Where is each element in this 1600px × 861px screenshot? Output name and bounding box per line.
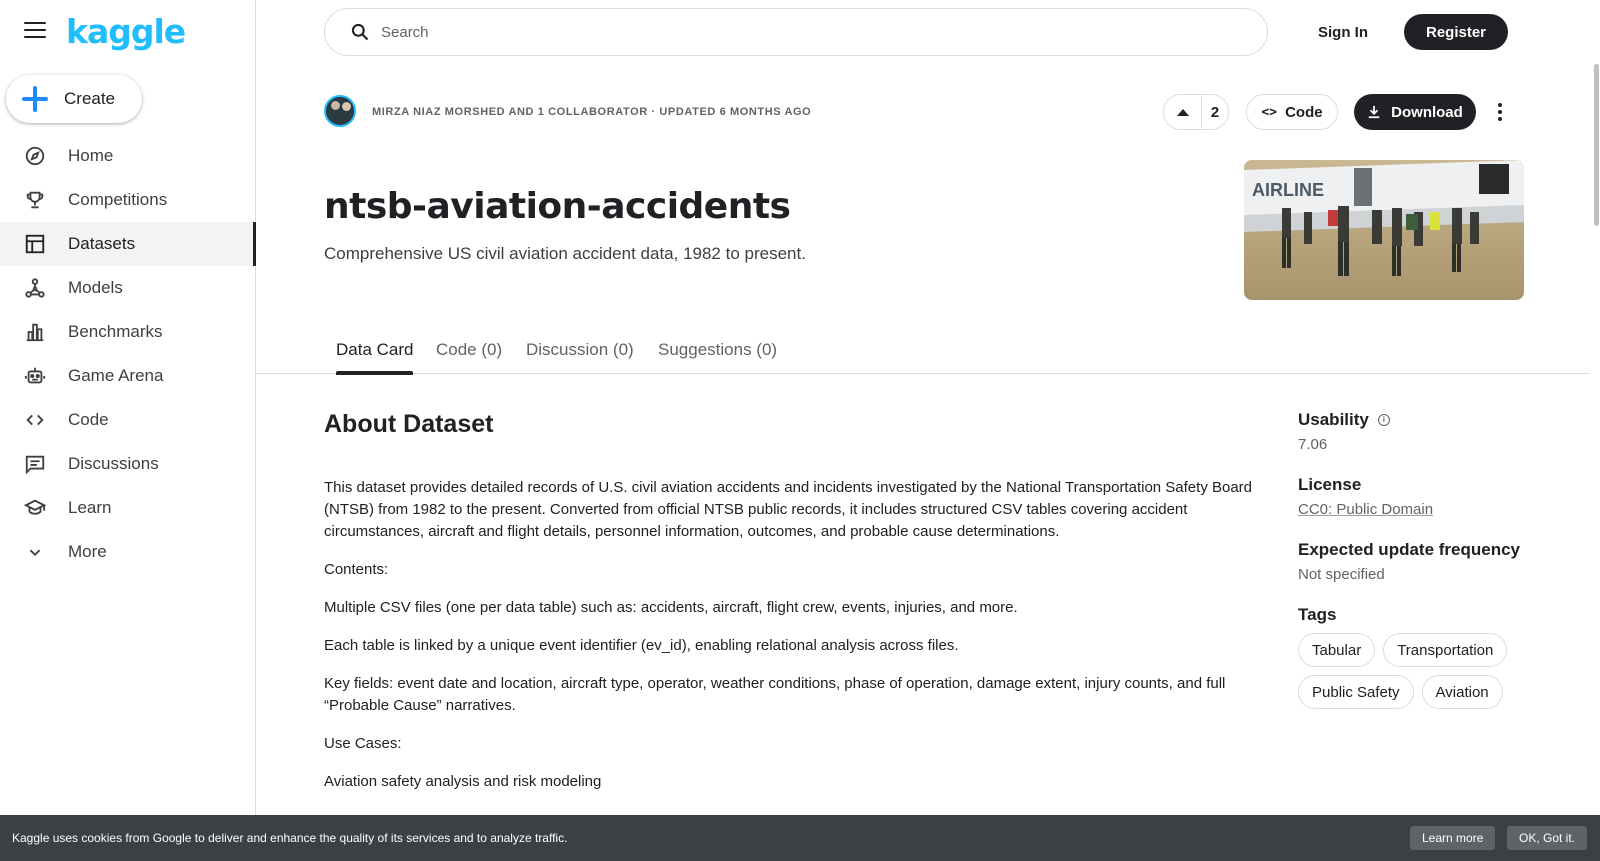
tag-chip[interactable]: Transportation <box>1383 633 1507 667</box>
dataset-tabs <box>256 334 1590 374</box>
register-button[interactable]: Register <box>1404 14 1508 50</box>
about-heading: About Dataset <box>324 410 494 438</box>
models-icon <box>24 277 46 299</box>
compass-icon <box>24 145 46 167</box>
sidebar-item-label: More <box>68 542 107 561</box>
sidebar-item-competitions[interactable] <box>0 178 256 222</box>
sidebar-item-label: Code <box>68 410 109 429</box>
sidebar-item-label: Game Arena <box>68 366 164 385</box>
cookie-message: Kaggle uses cookies from Google to deliver and enhance the quality of its services and to analyze traffic. <box>12 831 568 845</box>
tab-discussion[interactable]: Discussion (0) <box>526 340 634 359</box>
sidebar-nav <box>0 134 256 574</box>
about-paragraph: Key fields: event date and location, aircraft type, operator, weather conditions, phase of operation, damage extent, injury counts, and full “Probable Cause” narratives. <box>324 675 1226 714</box>
graduation-cap-icon <box>24 497 46 519</box>
code-icon <box>24 409 46 431</box>
page-title: ntsb-aviation-accidents <box>324 186 791 227</box>
about-paragraph: Use Cases: <box>324 735 402 752</box>
sidebar-item-label: Learn <box>68 498 112 517</box>
upvote-button[interactable] <box>1164 95 1202 129</box>
license-link[interactable]: CC0: Public Domain <box>1298 501 1434 518</box>
sidebar-item-more[interactable] <box>0 530 256 574</box>
dataset-metadata <box>1298 410 1538 709</box>
usability-value: 7.06 <box>1298 436 1328 453</box>
dataset-cover-image <box>1244 160 1524 300</box>
sidebar-item-discussions[interactable] <box>0 442 256 486</box>
about-body <box>324 477 1254 809</box>
search-input[interactable] <box>381 24 1181 41</box>
sidebar-item-label: Discussions <box>68 454 159 473</box>
tab-code[interactable]: Code (0) <box>436 340 503 359</box>
code-button-label: Code <box>1285 103 1323 121</box>
sidebar-item-code[interactable] <box>0 398 256 442</box>
code-icon: <> <box>1261 104 1278 120</box>
about-paragraph: Aviation safety analysis and risk modeling <box>324 773 602 790</box>
upvote-count: 2 <box>1210 103 1220 121</box>
frequency-value: Not specified <box>1298 566 1385 583</box>
tag-chip[interactable]: Aviation <box>1422 675 1503 709</box>
download-icon <box>1367 105 1381 119</box>
trophy-icon <box>24 189 46 211</box>
frequency-label: Expected update frequency <box>1298 540 1521 559</box>
table-icon <box>24 233 46 255</box>
tag-list <box>1298 633 1528 709</box>
create-label: Create <box>64 89 116 108</box>
tags-label: Tags <box>1298 605 1337 624</box>
chevron-down-icon <box>24 541 46 563</box>
sidebar <box>0 0 256 861</box>
sidebar-item-home[interactable] <box>0 134 256 178</box>
tab-suggestions[interactable]: Suggestions (0) <box>658 340 778 359</box>
sidebar-item-benchmarks[interactable] <box>0 310 256 354</box>
about-paragraph: Multiple CSV files (one per data table) such as: accidents, aircraft, flight crew, events, injuries, and more. <box>324 599 1018 616</box>
ok-got-it-button[interactable]: OK, Got it. <box>1507 826 1587 850</box>
upvote-control <box>1163 94 1229 130</box>
sign-in-button[interactable]: Sign In <box>1318 23 1368 41</box>
license-label: License <box>1298 475 1362 494</box>
sidebar-item-label: Datasets <box>68 234 136 253</box>
hero-lettering: AIRLINE <box>1252 180 1324 200</box>
about-paragraph: Each table is linked by a unique event identifier (ev_id), enabling relational analysis across files. <box>324 637 959 654</box>
tag-chip[interactable]: Tabular <box>1298 633 1375 667</box>
sidebar-item-label: Models <box>68 278 123 297</box>
page-subtitle: Comprehensive US civil aviation accident data, 1982 to present. <box>324 244 806 263</box>
sidebar-item-label: Competitions <box>68 190 168 209</box>
about-paragraph: Contents: <box>324 561 389 578</box>
kaggle-logo[interactable]: kaggle <box>66 12 186 51</box>
search-bar[interactable] <box>324 8 1268 56</box>
create-button[interactable] <box>6 75 142 123</box>
plus-icon <box>22 86 48 112</box>
info-icon[interactable]: i <box>1378 414 1390 426</box>
menu-icon[interactable] <box>24 22 46 40</box>
code-button[interactable] <box>1246 94 1338 130</box>
tag-chip[interactable]: Public Safety <box>1298 675 1414 709</box>
owner-line: MIRZA NIAZ MORSHED AND 1 COLLABORATOR · UPDATED 6 MONTHS AGO <box>372 106 812 118</box>
usability-label: Usability <box>1298 410 1369 429</box>
search-icon <box>350 22 370 42</box>
download-button[interactable] <box>1354 94 1476 130</box>
cookie-banner <box>0 815 1600 861</box>
sidebar-item-learn[interactable] <box>0 486 256 530</box>
comment-icon <box>24 453 46 475</box>
sidebar-item-game-arena[interactable] <box>0 354 256 398</box>
sidebar-item-label: Benchmarks <box>68 322 163 341</box>
avatar[interactable] <box>324 95 356 127</box>
sidebar-item-datasets[interactable] <box>0 222 256 266</box>
tab-data-card[interactable]: Data Card <box>336 340 413 374</box>
learn-more-button[interactable]: Learn more <box>1410 826 1495 850</box>
sidebar-item-label: Home <box>68 146 114 165</box>
scrollbar[interactable] <box>1594 64 1599 226</box>
arrow-up-icon <box>1177 109 1189 116</box>
bar-chart-icon <box>24 321 46 343</box>
robot-icon <box>24 365 46 387</box>
usability-heading <box>1298 410 1538 430</box>
download-button-label: Download <box>1391 103 1463 121</box>
more-options-icon[interactable] <box>1494 100 1506 124</box>
about-paragraph: This dataset provides detailed records of U.S. civil aviation accidents and incidents investigated by the National Transportation Safety Board (NTSB) from 1982 to the present. Converted from official NTSB public records, it includes structured CSV tables covering accident circumstances, aircraft and flight details, personnel information, outcomes, and probable cause determinations. <box>324 479 1253 540</box>
sidebar-item-models[interactable] <box>0 266 256 310</box>
